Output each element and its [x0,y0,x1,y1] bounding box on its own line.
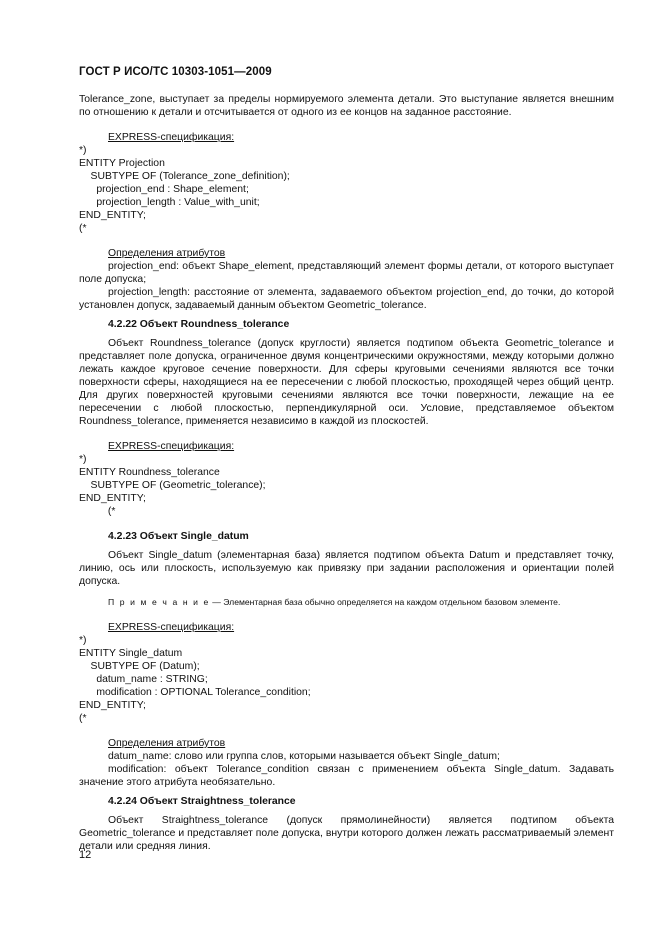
single-datum-code-block [79,634,614,725]
single-datum-express-label: EXPRESS-спецификация: [108,622,235,633]
single-datum-attr-heading: Определения атрибутов [108,738,226,749]
section-heading-4-2-23: 4.2.23 Объект Single_datum [108,531,249,542]
projection-attr-heading: Определения атрибутов [108,248,226,259]
roundness-code-block [79,453,614,518]
roundness-express-label: EXPRESS-спецификация: [108,441,235,452]
projection-code-block [79,144,614,235]
single-datum-attr-modification: modification: объект Tolerance_condition связан с применением объекта Single_datum. Задавать значение этого атрибута необязательно. [79,764,614,788]
single-datum-paragraph: Объект Single_datum (элементарная база) является подтипом объекта Datum и представляет точку, линию, ось или плоскость, используемую как привязку при задании расположения и ориентации полей допуска. [79,550,614,587]
roundness-paragraph: Объект Roundness_tolerance (допуск круглости) является подтипом объекта Geometric_tolerance и представляет поле допуска, ограниченное двумя концентрическими окружностями, между которыми должно лежать каждое круговое сечение поверхности. Для сферы круговыми сечениями являются все точки поверхности сферы, находящиеся на ее пересечении с любой плоскостью, проходящей через общий центр. Для других поверхностей круговыми сечениями являются все точки поверхности, лежащие на ее пересечении с любой плоскостью, перпендикулярной оси. Условие, представляемое объектом Roundness_tolerance, применяется независимо в каждой из плоскостей. [79,338,614,427]
code-line: projection_length : Value_with_unit; [79,197,260,208]
code-line: *) [79,145,87,156]
code-line: ENTITY Single_datum [79,648,183,659]
code-line: SUBTYPE OF (Tolerance_zone_definition); [79,171,290,182]
code-line: END_ENTITY; [79,493,146,504]
code-line: (* [79,713,87,724]
code-line: projection_end : Shape_element; [79,184,249,195]
code-line: ENTITY Projection [79,158,165,169]
code-line: SUBTYPE OF (Datum); [79,661,200,672]
straightness-paragraph: Объект Straightness_tolerance (допуск прямолинейности) является подтипом объекта Geometric_tolerance и представляет поле допуска, внутри которого должен лежать рассматриваемый элемент детали или средняя линия. [79,815,614,852]
section-heading-4-2-24: 4.2.24 Объект Straightness_tolerance [108,796,296,807]
intro-paragraph: Tolerance_zone, выступает за пределы нормируемого элемента детали. Это выступание является внешним по отношению к детали и отсчитывается от одного из ее концов на заданное расстояние. [79,94,614,118]
page-number: 12 [79,849,92,861]
code-line: SUBTYPE OF (Geometric_tolerance); [79,480,266,491]
code-line: *) [79,635,87,646]
code-line: END_ENTITY; [79,210,146,221]
code-line: datum_name : STRING; [79,674,208,685]
note-label: П р и м е ч а н и е [108,597,210,607]
code-line: ENTITY Roundness_tolerance [79,467,220,478]
code-line: modification : OPTIONAL Tolerance_condition; [79,687,311,698]
code-line: END_ENTITY; [79,700,146,711]
projection-attr-length: projection_length: расстояние от элемента, задаваемого объектом projection_end, до точки, до которой установлен допуск, задаваемый данным объектом Geometric_tolerance. [79,287,614,311]
document-body [79,93,614,853]
code-line: (* [79,506,116,517]
projection-express-label: EXPRESS-спецификация: [108,132,235,143]
code-line: *) [79,454,87,465]
code-line: (* [79,223,87,234]
projection-attr-end: projection_end: объект Shape_element, представляющий элемент формы детали, от которого выступает поле допуска; [79,261,614,285]
document-header: ГОСТ Р ИСО/ТС 10303-1051—2009 [79,66,272,78]
single-datum-note [79,596,614,609]
note-text: — Элементарная база обычно определяется на каждом отдельном базовом элементе. [209,597,561,607]
section-heading-4-2-22: 4.2.22 Объект Roundness_tolerance [108,319,290,330]
single-datum-attr-name: datum_name: слово или группа слов, которыми называется объект Single_datum; [108,751,500,762]
